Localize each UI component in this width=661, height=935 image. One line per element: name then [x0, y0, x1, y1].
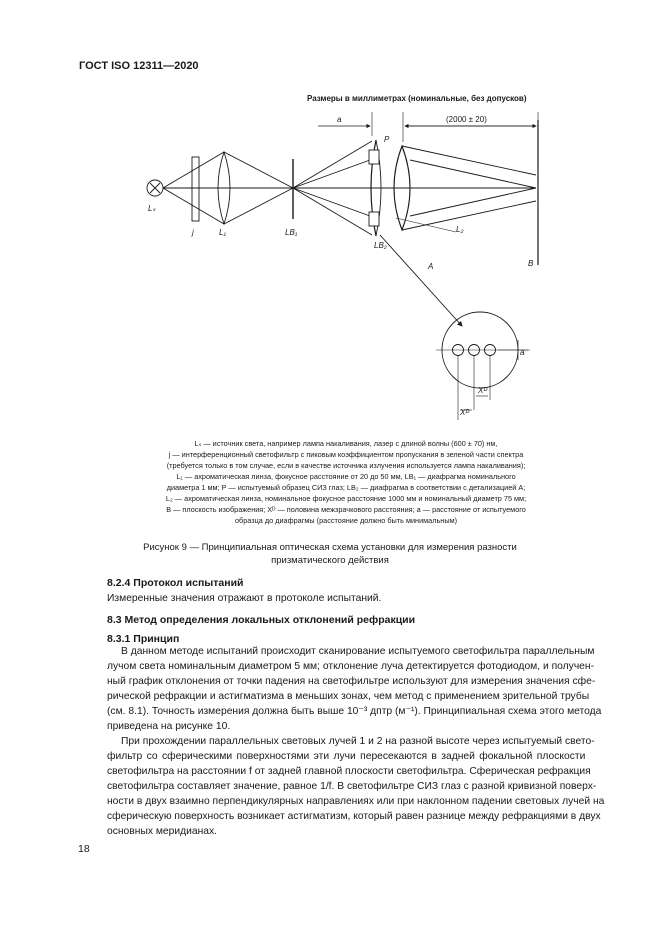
caption-line: Рисунок 9 — Принципиальная оптическая схема установки для измерения разности: [143, 542, 517, 553]
label-dim-a: a: [337, 115, 342, 124]
label-xd-half: Xᴰ: [478, 386, 488, 395]
label-dim-distance: (2000 ± 20): [446, 115, 487, 124]
filter-j: [192, 157, 199, 221]
label-a-detail: A: [428, 262, 434, 271]
caption-line: призматического действия: [271, 555, 389, 566]
label-lb1: LB₁: [285, 228, 298, 237]
label-a-small: a: [520, 348, 525, 357]
label-l1: L₁: [219, 228, 226, 237]
paragraph-line: приведена на рисунке 10.: [107, 721, 231, 732]
section-8-2-4-text: Измеренные значения отражают в протоколе испытаний.: [107, 593, 382, 604]
paragraph-line: В данном методе испытаний происходит сканирование испытуемого светофильтра параллельным: [121, 646, 595, 657]
legend-line: (требуется только в том случае, если в качестве источника излучения используется лампа накаливания);: [166, 461, 526, 470]
legend-line: диаметра 1 мм; P — испытуемый образец СИЗ глаз; LB₂ — диафрагма в соответствии с детализацией A;: [166, 483, 526, 492]
paragraph-line: ный график отклонения от точки падения на светофильтре используют для измерения значения сфе-: [107, 676, 596, 687]
paragraph-line: сферическую поверхность возникает астигматизм, который равен разнице между рефракциями в двух: [107, 811, 601, 822]
label-j: j: [192, 228, 194, 237]
section-8-3-1-title: 8.3.1 Принцип: [107, 633, 180, 645]
dims-note: Размеры в миллиметрах (номинальные, без допусков): [307, 94, 527, 103]
figure-legend: [128, 438, 564, 526]
page-number: 18: [78, 843, 90, 855]
paragraph-line: ности в двух взаимно перпендикулярных направлениях или при наклонном падении световых лучей на: [107, 796, 605, 807]
legend-line: L₁ — ахроматическая линза, фокусное расстояние от 20 до 50 мм, LB₁ — диафрагма номинального: [176, 472, 516, 481]
figure-caption: [80, 541, 580, 567]
diaphragm-lb2: [369, 150, 379, 164]
paragraph-line: фильтр со сферическими поверхностями эти лучи пересекаются в задней фокальной плоскости: [107, 751, 586, 762]
label-ls: Lₛ: [148, 204, 156, 213]
document-header: ГОСТ ISO 12311—2020: [79, 60, 199, 72]
paragraph-line: основных меридианах.: [107, 826, 218, 837]
legend-line: образца до диафрагмы (расстояние должно быть минимальным): [234, 516, 458, 525]
legend-line: j — интерференционный светофильтр с пиковым коэффициентом пропускания в зеленой части спектра: [168, 450, 524, 459]
label-lb2: LB₂: [374, 241, 387, 250]
label-xd: Xᴰ: [460, 408, 470, 417]
paragraph-line: рической рефракции и астигматизма в меньших зонах, чем метод с применением зрительной трубы: [107, 691, 590, 702]
label-p: P: [384, 135, 390, 144]
paragraph-line: (см. 8.1). Точность измерения должна быть выше 10⁻³ дптр (м⁻¹). Принципиальная схема этого метода: [107, 706, 602, 717]
section-8-2-4-title: 8.2.4 Протокол испытаний: [107, 577, 244, 589]
paragraph-line: лучом света номинальным диаметром 5 мм; отклонение луча детектируется фотодиодом, и получен-: [107, 661, 595, 672]
optical-scheme-figure: [0, 85, 661, 435]
label-b: B: [528, 259, 534, 268]
legend-line: Lₛ — источник света, например лампа накаливания, лазер с длиной волны (600 ± 70) нм,: [194, 439, 498, 448]
paragraph-line: При прохождении параллельных световых лучей 1 и 2 на разной высоте через испытуемый свето-: [121, 736, 595, 747]
paragraph-line: светофильтра составляет значение, равное 1/f. В светофильтре СИЗ глаз с разной кривизной поверх-: [107, 781, 597, 792]
paragraph-line: светофильтра на расстоянии f от задней главной плоскости светофильтра. Сферическая рефракция: [107, 766, 591, 777]
legend-line: L₂ — ахроматическая линза, номинальное фокусное расстояние 1000 мм и номинальный диаметр 75 мм;: [165, 494, 527, 503]
section-8-3-title: 8.3 Метод определения локальных отклонений рефракции: [107, 614, 416, 626]
legend-line: B — плоскость изображения; Xᴰ — половина межзрачкового расстояния; a — расстояние от испытуемого: [166, 505, 526, 514]
label-l2: L₂: [456, 225, 464, 234]
